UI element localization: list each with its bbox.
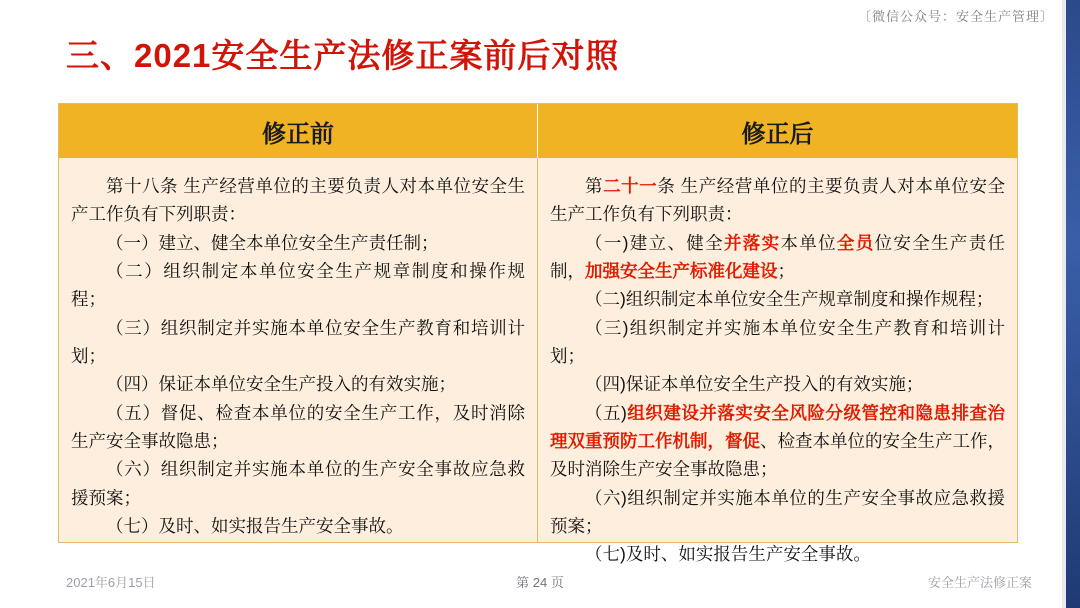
after-line-2-part-c: 本单位 xyxy=(780,232,837,253)
after-line-2-part-g: ； xyxy=(777,261,795,282)
before-line-5: （四）保证本单位安全生产投入的有效实施； xyxy=(106,374,456,395)
table-header-row xyxy=(59,104,1017,158)
cell-after-amendment xyxy=(538,158,1017,565)
after-line-2 xyxy=(550,229,1005,286)
after-line-1-part-a: 第 xyxy=(585,176,604,196)
after-line-2-highlight-2: 全员 xyxy=(836,232,875,253)
after-line-1-highlight: 二十一 xyxy=(603,176,658,196)
footer-page-number: 第 24 页 xyxy=(516,575,564,590)
column-header-before: 修正前 xyxy=(59,104,538,158)
after-line-3: （二)组织制定本单位安全生产规章制度和操作规程； xyxy=(585,289,994,310)
after-line-6 xyxy=(550,399,1005,484)
before-line-6: （五）督促、检查本单位的安全生产工作，及时消除生产安全事故隐患； xyxy=(71,402,525,452)
after-line-8: （七)及时、如实报告生产安全事故。 xyxy=(585,544,871,565)
footer-date: 2021年6月15日 xyxy=(66,575,156,590)
column-header-after: 修正后 xyxy=(538,104,1017,158)
footer-document-name: 安全生产法修正案 xyxy=(927,575,1032,590)
before-line-3: （二）组织制定本单位安全生产规章制度和操作规程； xyxy=(71,261,525,310)
after-line-6-part-a: （五) xyxy=(585,402,627,423)
after-line-7: （六)组织制定并实施本单位的生产安全事故应急救援预案； xyxy=(550,487,1005,537)
before-line-4: （三）组织制定并实施本单位安全生产教育和培训计划； xyxy=(71,317,525,367)
before-line-1: 第十八条 生产经营单位的主要负责人对本单位安全生产工作负有下列职责： xyxy=(71,176,525,225)
decorative-right-band-inner xyxy=(1062,0,1066,608)
before-line-8: （七）及时、如实报告生产安全事故。 xyxy=(106,516,404,537)
after-line-2-highlight-1: 并落实 xyxy=(723,232,781,253)
after-line-6-highlight: 组织建设并落实安全风险分级管控和隐患排查治理双重预防工作机制，督促 xyxy=(550,402,1005,452)
page-title: 三、2021安全生产法修正案前后对照 xyxy=(66,37,620,74)
after-line-2-part-e: 位安全生产责任制， xyxy=(550,232,1006,282)
before-line-2: （一）建立、健全本单位安全生产责任制； xyxy=(106,232,439,253)
after-line-1-part-c: 条 生产经营单位的主要负责人对本单位安全生产工作负有下列职责： xyxy=(550,176,1006,225)
comparison-table xyxy=(58,103,1018,565)
cell-before-amendment xyxy=(59,158,538,542)
before-line-7: （六）组织制定并实施本单位的生产安全事故应急救援预案； xyxy=(71,459,525,508)
table-body-row xyxy=(59,158,1017,565)
after-line-5: （四)保证本单位安全生产投入的有效实施； xyxy=(585,374,924,395)
after-line-4: （三)组织制定并实施本单位安全生产教育和培训计划； xyxy=(550,317,1005,367)
decorative-right-band xyxy=(1066,0,1080,608)
after-line-6-part-c: 、检查本单位的安全生产工作，及时消除生产安全事故隐患； xyxy=(550,431,1005,480)
after-line-2-highlight-3: 加强安全生产标准化建设 xyxy=(585,261,778,282)
watermark-text: 〔微信公众号：安全生产管理〕 xyxy=(857,9,1054,24)
after-line-1 xyxy=(550,172,1005,229)
after-line-2-part-a: （一)建立、健全 xyxy=(585,232,724,253)
